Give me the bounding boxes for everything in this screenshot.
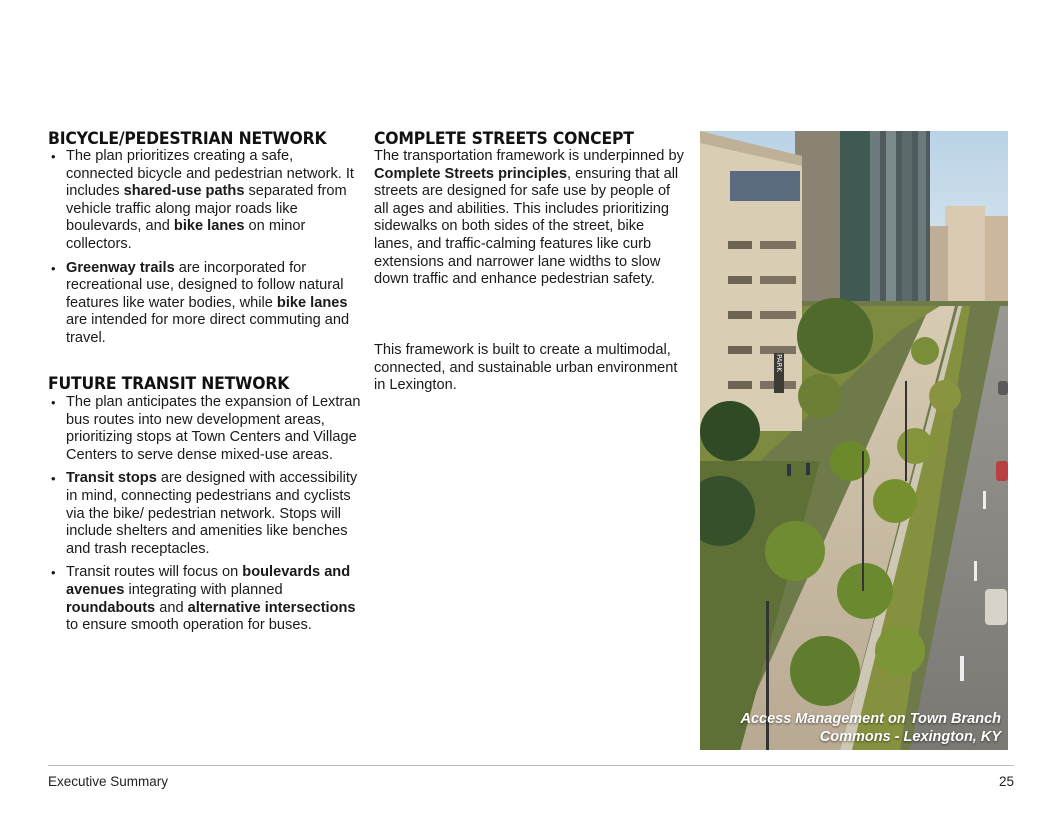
page-number: 25 (998, 774, 1014, 789)
bullet-icon: • (51, 395, 56, 410)
bullet-icon: • (51, 260, 56, 276)
list-item: • Transit routes will focus on boulevards and avenues integrating with planned roundabouts and alternative intersections to ensure smooth operation for buses. (51, 564, 356, 634)
bullet-icon: • (51, 471, 56, 487)
street-photo (700, 131, 1008, 750)
list-item: • The plan prioritizes creating a safe, connected bicycle and pedestrian network. It includes shared-use paths separated from vehicle traffic along major roads like boulevards, and bike lanes on minor collectors. (51, 148, 354, 252)
complete-streets-heading: COMPLETE STREETS CONCEPT (374, 129, 634, 149)
street-illustration (700, 131, 1008, 750)
transit-list (48, 394, 363, 641)
complete-streets-paragraph-1: The transportation framework is underpinned by Complete Streets principles, ensuring that all streets are designed for safe use by people of all ages and abilities. This includes prioritizing sidewalks on both sides of the street, bike lanes, and traffic-calming features like curb extensions and narrower lane widths to slow down traffic and enhance pedestrian safety. (374, 148, 684, 288)
bike-ped-list (48, 148, 363, 354)
complete-streets-paragraph-2: This framework is built to create a multimodal, connected, and sustainable urban environment in Lexington. (374, 342, 678, 394)
list-item: • Greenway trails are incorporated for recreational use, designed to follow natural features like water bodies, while bike lanes are intended for more direct commuting and travel. (51, 259, 350, 346)
footer-section-label: Executive Summary (48, 774, 169, 789)
park-sign: PARK (775, 353, 783, 373)
transit-heading: FUTURE TRANSIT NETWORK (48, 374, 290, 394)
photo-caption: Access Management on Town Branch Commons - Lexington, KY (740, 711, 1001, 745)
bike-ped-heading: BICYCLE/PEDESTRIAN NETWORK (48, 129, 327, 149)
footer-divider (48, 765, 1014, 766)
list-item: • The plan anticipates the expansion of Lextran bus routes into new development areas, prioritizing stops at Town Centers and Village Centers to serve dense mixed-use areas. (51, 394, 361, 463)
bullet-icon: • (51, 149, 56, 164)
bullet-icon: • (51, 565, 56, 581)
list-item: • Transit stops are designed with accessibility in mind, connecting pedestrians and cyclists via the bike/ pedestrian network. Stops will include shelters and amenities like benches and trash receptacles. (51, 470, 358, 557)
